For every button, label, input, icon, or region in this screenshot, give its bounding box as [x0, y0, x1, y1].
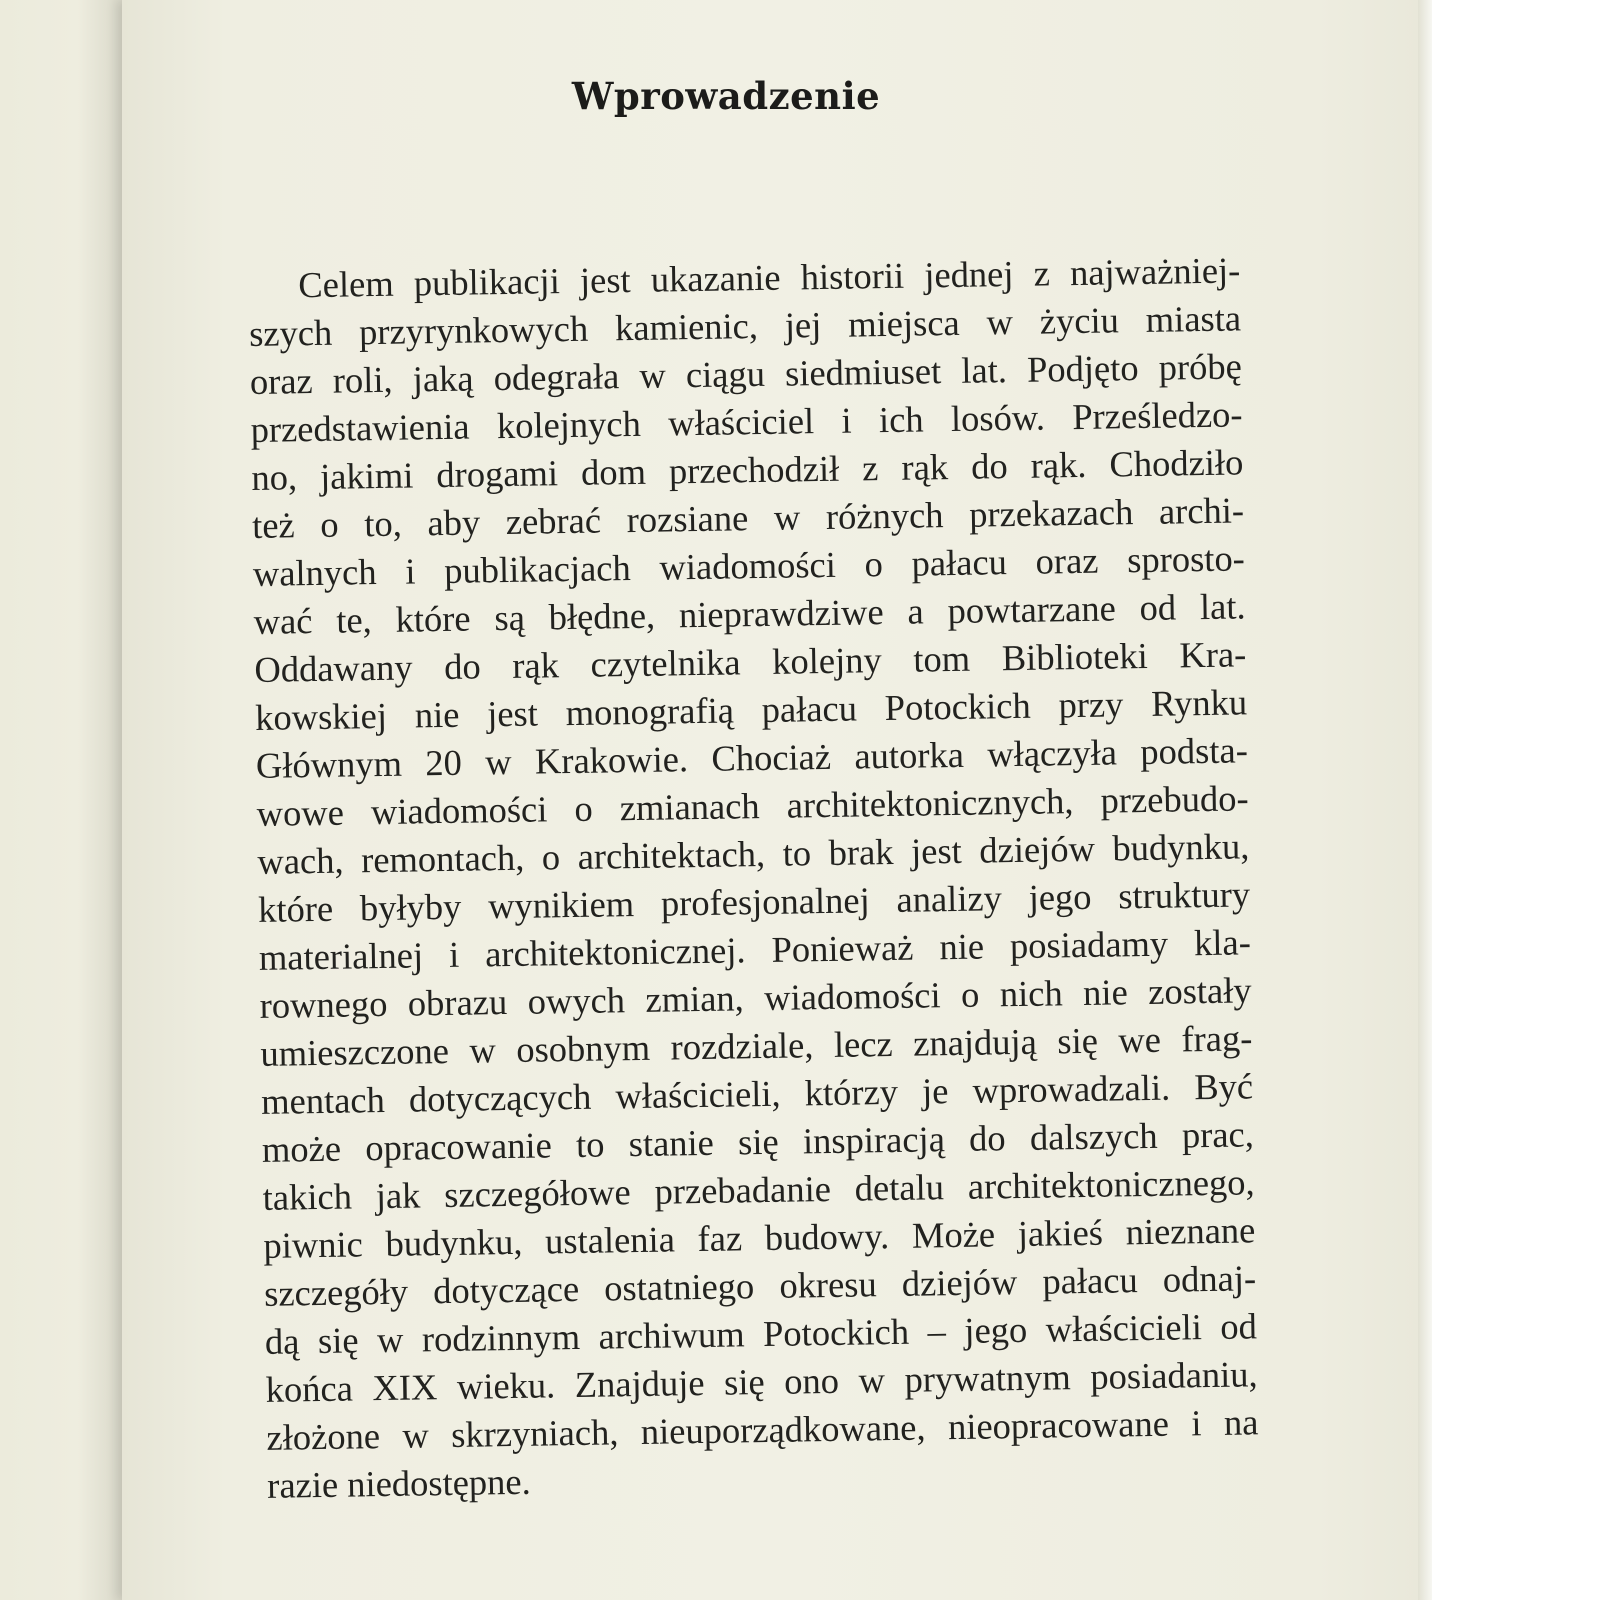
text-line: wach, remontach, o architektach, to brak jest dziejów budynku, [257, 825, 1250, 882]
text-line: Oddawany do rąk czytelnika kolejny tom Biblioteki Kra- [254, 633, 1247, 690]
right-page-edge [1418, 0, 1432, 1600]
text-line: mentach dotyczących właścicieli, którzy je wprowadzali. Być [260, 1065, 1254, 1122]
text-line: umieszczone w osobnym rozdziale, lecz znajdują się we frag- [260, 1017, 1253, 1074]
text-line: dą się w rodzinnym archiwum Potockich – jego właścicieli od [264, 1305, 1258, 1362]
left-page-edge [0, 0, 130, 1600]
text-line: może opracowanie to stanie się inspiracją do dalszych prac, [261, 1113, 1255, 1170]
text-line: końca XIX wieku. Znajduje się ono w prywatnym posiadaniu, [265, 1353, 1258, 1410]
text-line: materialnej i architektonicznej. Ponieważ nie posiadamy kla- [258, 921, 1252, 978]
text-line: Celem publikacji jest ukazanie historii jednej z najważniej- [298, 249, 1241, 306]
text-line: szych przyrynkowych kamienic, jej miejsca w życiu miasta [248, 297, 1242, 354]
text-line: razie niedostępne. [266, 1460, 531, 1506]
text-line: no, jakimi drogami dom przechodził z rąk do rąk. Chodziło [251, 441, 1244, 498]
text-line: walnych i publikacjach wiadomości o pałacu oraz sprosto- [252, 537, 1246, 594]
text-line: wać te, które są błędne, nieprawdziwe a powtarzane od lat. [253, 585, 1246, 642]
text-line: wowe wiadomości o zmianach architektonicznych, przebudo- [256, 777, 1249, 834]
text-line: złożone w skrzyniach, nieuporządkowane, nieopracowane i na [266, 1401, 1259, 1458]
text-line: które byłyby wynikiem profesjonalnej analizy jego struktury [257, 873, 1251, 930]
body-paragraph [248, 246, 1259, 1509]
text-line: szczegóły dotyczące ostatniego okresu dziejów pałacu odnaj- [263, 1257, 1257, 1314]
text-line: rownego obrazu owych zmian, wiadomości o nich nie zostały [259, 969, 1252, 1026]
text-line: Głównym 20 w Krakowie. Chociaż autorka włączyła podsta- [255, 729, 1249, 786]
text-line: takich jak szczegółowe przebadanie detalu architektonicznego, [262, 1161, 1255, 1218]
text-line: też o to, aby zebrać rozsiane w różnych przekazach archi- [251, 489, 1245, 546]
text-line: oraz roli, jaką odegrała w ciągu siedmiuset lat. Podjęto próbę [249, 345, 1243, 402]
text-line: piwnic budynku, ustalenia faz budowy. Może jakieś nieznane [263, 1209, 1256, 1266]
chapter-title: Wprowadzenie [571, 74, 881, 118]
text-line: kowskiej nie jest monografią pałacu Potockich przy Rynku [254, 681, 1248, 738]
text-line: przedstawienia kolejnych właściciel i ich losów. Prześledzo- [250, 393, 1243, 450]
